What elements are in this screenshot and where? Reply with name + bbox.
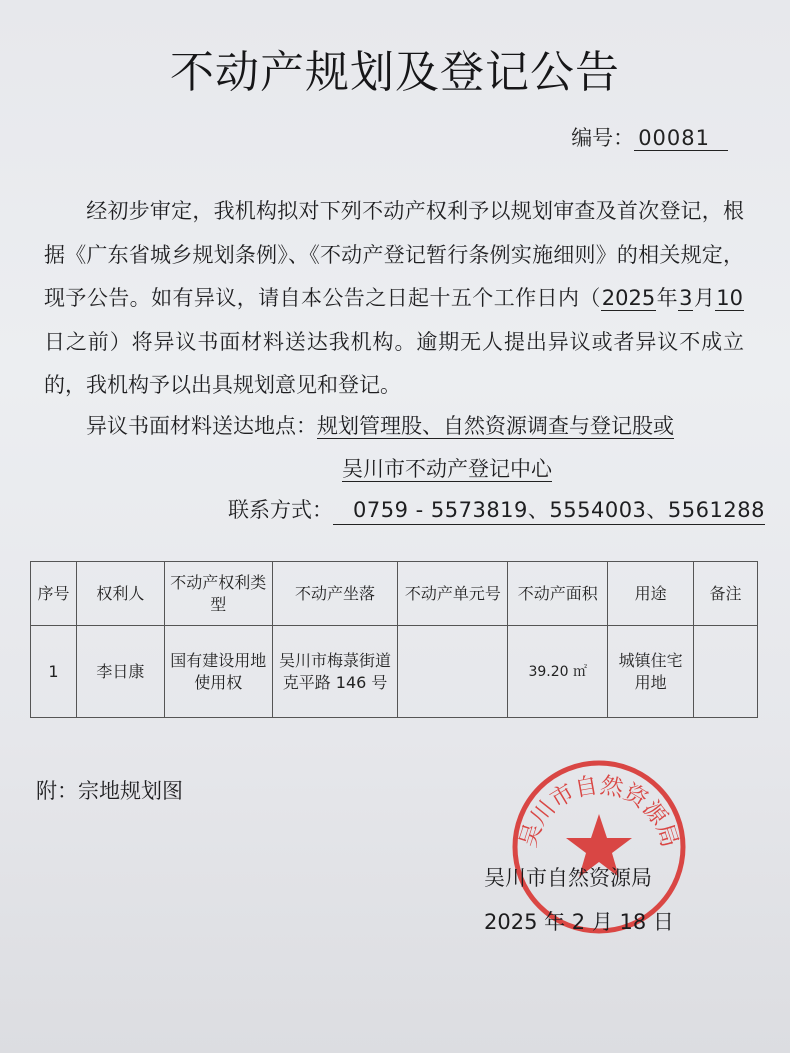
serial-number: [571, 122, 728, 152]
table-header-row: [31, 562, 758, 626]
deadline-day: 10: [716, 286, 744, 310]
cell-right-type: 国有建设用地使用权: [164, 626, 272, 718]
deadline-year: 2025: [601, 286, 656, 310]
header-owner: 权利人: [76, 562, 164, 626]
objection-label: 异议书面材料送达地点：: [86, 414, 317, 438]
contact-label: 联系方式：: [228, 498, 333, 522]
deadline-month-unit: 月: [693, 286, 716, 310]
objection-address-line2: 吴川市不动产登记中心: [342, 457, 552, 481]
property-table: [30, 561, 758, 718]
table-row: [31, 626, 758, 718]
notice-part2: 日之前）将异议书面材料送达我机构。逾期无人提出异议或者异议不成立的，我机构予以出具规划意见和登记。: [44, 329, 744, 397]
cell-owner: 李日康: [76, 626, 164, 718]
deadline-month: 3: [679, 286, 693, 310]
header-area: 不动产面积: [508, 562, 608, 626]
header-location: 不动产坐落: [272, 562, 398, 626]
seal-text: 吴川市自然资源局: [515, 772, 683, 851]
contact-phones: 0759 - 5573819、5554003、5561288: [333, 494, 765, 525]
cell-remark: [694, 626, 758, 718]
objection-address-line1: 规划管理股、自然资源调查与登记股或: [317, 414, 674, 438]
cell-unit-no: [398, 626, 508, 718]
serial-label: 编号：: [571, 126, 635, 150]
notice-part1: 经初步审定，我机构拟对下列不动产权利予以规划审查及首次登记，根据《广东省城乡规划条例》、《不动产登记暂行条例实施细则》的相关规定，现予公告。如有异议，请自本公告之日起十五个工作日内（: [44, 199, 744, 310]
issue-date: 2025 年 2 月 18 日: [484, 910, 674, 934]
cell-location: 吴川市梅菉街道克平路 146 号: [272, 626, 398, 718]
attachment-note: 附：宗地规划图: [36, 779, 183, 803]
header-unit-no: 不动产单元号: [398, 562, 508, 626]
header-right-type: 不动产权利类型: [164, 562, 272, 626]
contact-info: [228, 494, 765, 525]
deadline-year-unit: 年: [656, 286, 679, 310]
issuing-authority: 吴川市自然资源局: [484, 866, 652, 890]
cell-area: 39.20 ㎡: [508, 626, 608, 718]
header-remark: 备注: [694, 562, 758, 626]
cell-no: 1: [31, 626, 77, 718]
notice-body: [44, 190, 744, 408]
serial-value: 00081: [634, 126, 728, 151]
cell-usage: 城镇住宅用地: [608, 626, 694, 718]
document-title: 不动产规划及登记公告: [170, 47, 620, 98]
objection-address: [86, 405, 674, 491]
header-usage: 用途: [608, 562, 694, 626]
header-no: 序号: [31, 562, 77, 626]
